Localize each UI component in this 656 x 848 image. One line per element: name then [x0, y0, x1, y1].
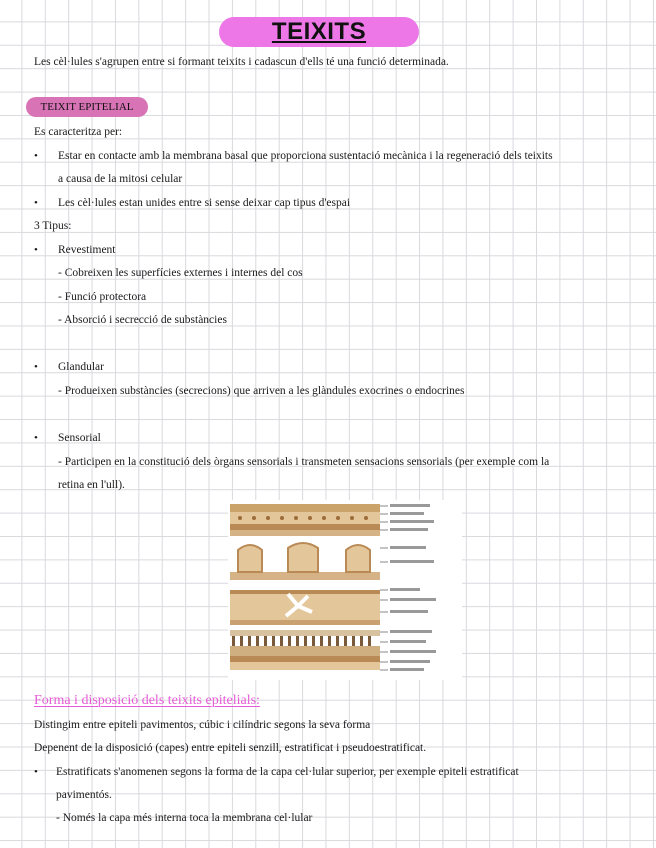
bullet-1-line1: Estar en contacte amb la membrana basal que proporciona sustentació mecànica i la regeneració dels teixits [58, 150, 553, 162]
section-banner [26, 97, 148, 117]
bullet-2-line1: Les cèl·lules estan unides entre si sense deixar cap tipus d'espai [58, 197, 351, 209]
title-banner [219, 17, 419, 47]
type-revestiment: Revestiment [58, 244, 116, 256]
bullet-dot-icon: • [34, 244, 38, 256]
epithelium-figure-icon [228, 500, 462, 680]
type-detail: - Funció protectora [58, 291, 147, 303]
intro-text: Les cèl·lules s'agrupen entre si formant teixits i cadascun d'ells té una funció determinada. [34, 56, 449, 68]
bullet-dot-icon: • [34, 361, 38, 373]
form-line-2: Depenent de la disposició (capes) entre epiteli senzill, estratificat i pseudoestratificat. [34, 742, 427, 754]
types-label: 3 Tipus: [34, 220, 72, 232]
form-line-1: Distingim entre epiteli pavimentos, cúbic i cilíndric segons la seva forma [34, 719, 371, 731]
bullet-dot-icon: • [34, 766, 38, 778]
epithelium-illustration [228, 500, 462, 680]
bullet-dot-icon: • [34, 197, 38, 209]
section-heading: TEIXIT EPITELIAL [40, 101, 134, 113]
form-sub: - Només la capa més interna toca la membrana cel·lular [56, 812, 313, 824]
type-detail: - Absorció i secrecció de substàncies [58, 314, 227, 326]
type-detail: - Participen en la constitució dels òrgans sensorials i transmeten sensacions sensorials (per exemple com la [58, 456, 550, 468]
bullet-dot-icon: • [34, 432, 38, 444]
type-detail: - Produeixen substàncies (secrecions) que arriven a les glàndules exocrines o endocrines [58, 385, 465, 397]
type-glandular: Glandular [58, 361, 104, 373]
form-heading: Forma i disposició dels teixits epitelials: [34, 693, 260, 708]
page-title: TEIXITS [271, 18, 367, 45]
type-detail: retina en l'ull). [58, 479, 125, 491]
form-bullet-line1: Estratificats s'anomenen segons la forma de la capa cel·lular superior, per exemple epiteli estratificat [56, 766, 519, 778]
characterized-label: Es caracteritza per: [34, 126, 123, 138]
type-detail: - Cobreixen les superfícies externes i internes del cos [58, 267, 303, 279]
bullet-dot-icon: • [34, 150, 38, 162]
bullet-1-line2: a causa de la mitosi celular [58, 173, 183, 185]
form-bullet-line2: pavimentós. [56, 789, 112, 801]
type-sensorial: Sensorial [58, 432, 101, 444]
